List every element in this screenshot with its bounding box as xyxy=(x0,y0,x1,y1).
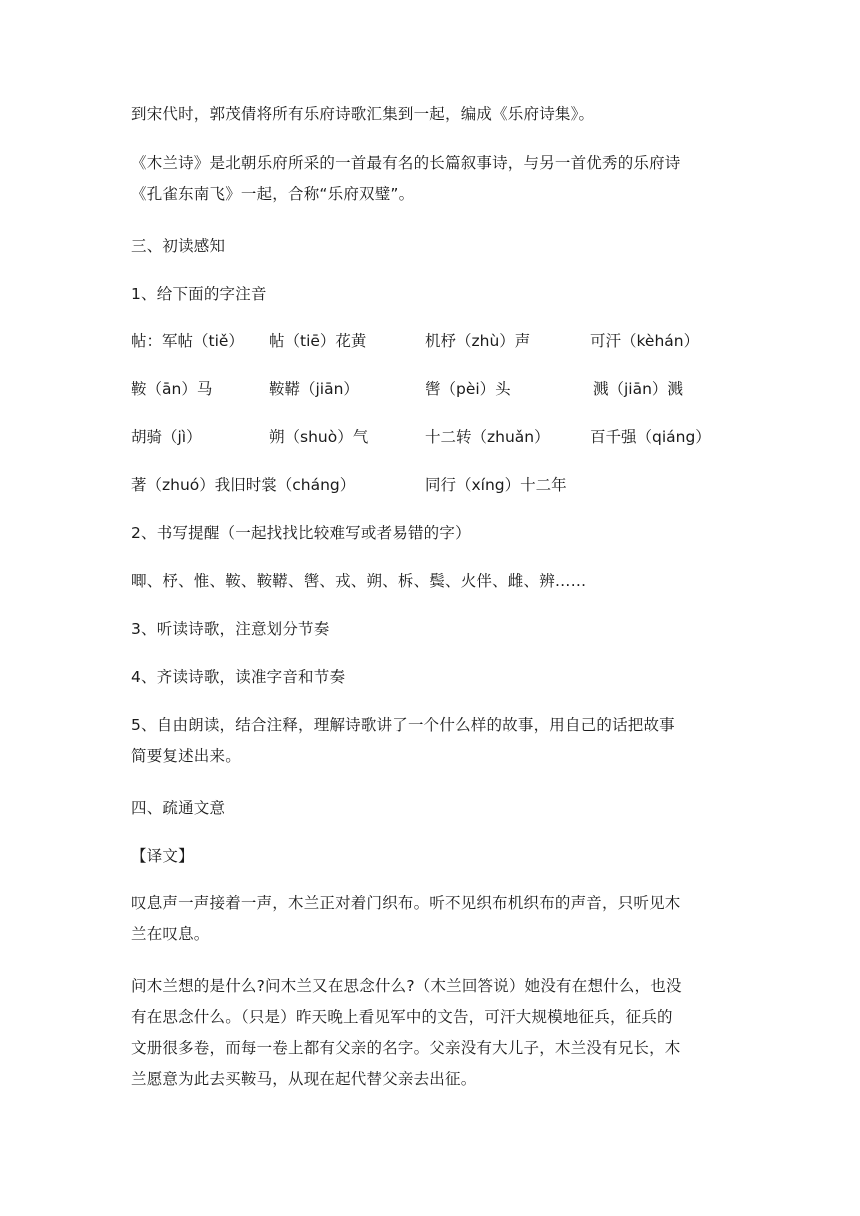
mulan-intro-paragraph xyxy=(131,148,733,210)
item3-title: 3、听读诗歌，注意划分节奏 xyxy=(131,620,330,638)
item-title xyxy=(131,518,733,549)
pinyin-row xyxy=(0,326,860,357)
pinyin-entry: 著（zhuó）我旧时裳（cháng） xyxy=(131,476,356,494)
item-title xyxy=(131,614,733,645)
pinyin-row xyxy=(0,374,860,405)
pinyin-entry: 溅（jiān）溅 xyxy=(593,380,683,398)
item1-title: 1、给下面的字注音 xyxy=(131,285,267,303)
item4-title: 4、齐读诗歌，读准字音和节奏 xyxy=(131,668,346,686)
pinyin-entry: 十二转（zhuǎn） xyxy=(425,428,550,446)
item2-title: 2、书写提醒（一起找找比较难写或者易错的字） xyxy=(131,524,471,542)
section-heading xyxy=(131,793,733,824)
translation-paragraph xyxy=(131,971,733,1095)
text-line: 兰愿意为此去买鞍马，从现在起代替父亲去出征。 xyxy=(131,1070,477,1088)
translation-paragraph xyxy=(131,888,733,950)
pinyin-row xyxy=(0,470,860,501)
text-line: 文册很多卷，而每一卷上都有父亲的名字。父亲没有大儿子，木兰没有兄长，木 xyxy=(131,1039,681,1057)
difficult-characters-list xyxy=(131,566,733,597)
section4-heading: 四、疏通文意 xyxy=(131,799,226,817)
text-line: 唧、杼、惟、鞍、鞍鞯、辔、戎、朔、柝、鬓、火伴、雌、辨…… xyxy=(131,572,587,590)
pinyin-entry: 帖：军帖（tiě） xyxy=(131,332,244,350)
pinyin-entry: 胡骑（jì） xyxy=(131,428,202,446)
text-line: 《孔雀东南飞》一起，合称“乐府双璧”。 xyxy=(131,185,415,203)
pinyin-entry: 帖（tiē）花黄 xyxy=(269,332,367,350)
text-line: 5、自由朗读，结合注释，理解诗歌讲了一个什么样的故事，用自己的话把故事 xyxy=(131,716,675,734)
text-line: 有在思念什么。（只是）昨天晚上看见军中的文告，可汗大规模地征兵，征兵的 xyxy=(131,1008,673,1026)
section3-heading: 三、初读感知 xyxy=(131,237,226,255)
text-line: 《木兰诗》是北朝乐府所采的一首最有名的长篇叙事诗，与另一首优秀的乐府诗 xyxy=(131,154,681,172)
pinyin-entry: 同行（xíng）十二年 xyxy=(425,476,567,494)
pinyin-entry: 鞍（ān）马 xyxy=(131,380,213,398)
text-line: 到宋代时，郭茂倩将所有乐府诗歌汇集到一起，编成《乐府诗集》。 xyxy=(131,105,595,123)
yuefu-collection-paragraph xyxy=(131,99,733,130)
pinyin-entry: 辔（pèi）头 xyxy=(425,380,511,398)
item-title xyxy=(131,279,733,310)
text-line: 问木兰想的是什么?问木兰又在思念什么?（木兰回答说）她没有在想什么，也没 xyxy=(131,977,682,995)
pinyin-entry: 朔（shuò）气 xyxy=(269,428,369,446)
section-heading xyxy=(131,231,733,262)
pinyin-row xyxy=(0,422,860,453)
translation-label-block xyxy=(131,841,733,872)
pinyin-entry: 百千强（qiáng） xyxy=(590,428,711,446)
text-line: 兰在叹息。 xyxy=(131,925,210,943)
item5-paragraph xyxy=(131,710,733,772)
pinyin-entry: 机杼（zhù）声 xyxy=(425,332,531,350)
item-title xyxy=(131,662,733,693)
text-line: 叹息声一声接着一声，木兰正对着门织布。听不见织布机织布的声音，只听见木 xyxy=(131,894,681,912)
pinyin-entry: 可汗（kèhán） xyxy=(590,332,700,350)
pinyin-entry: 鞍鞯（jiān） xyxy=(269,380,359,398)
text-line: 简要复述出来。 xyxy=(131,747,241,765)
translation-label: 【译文】 xyxy=(131,847,194,865)
